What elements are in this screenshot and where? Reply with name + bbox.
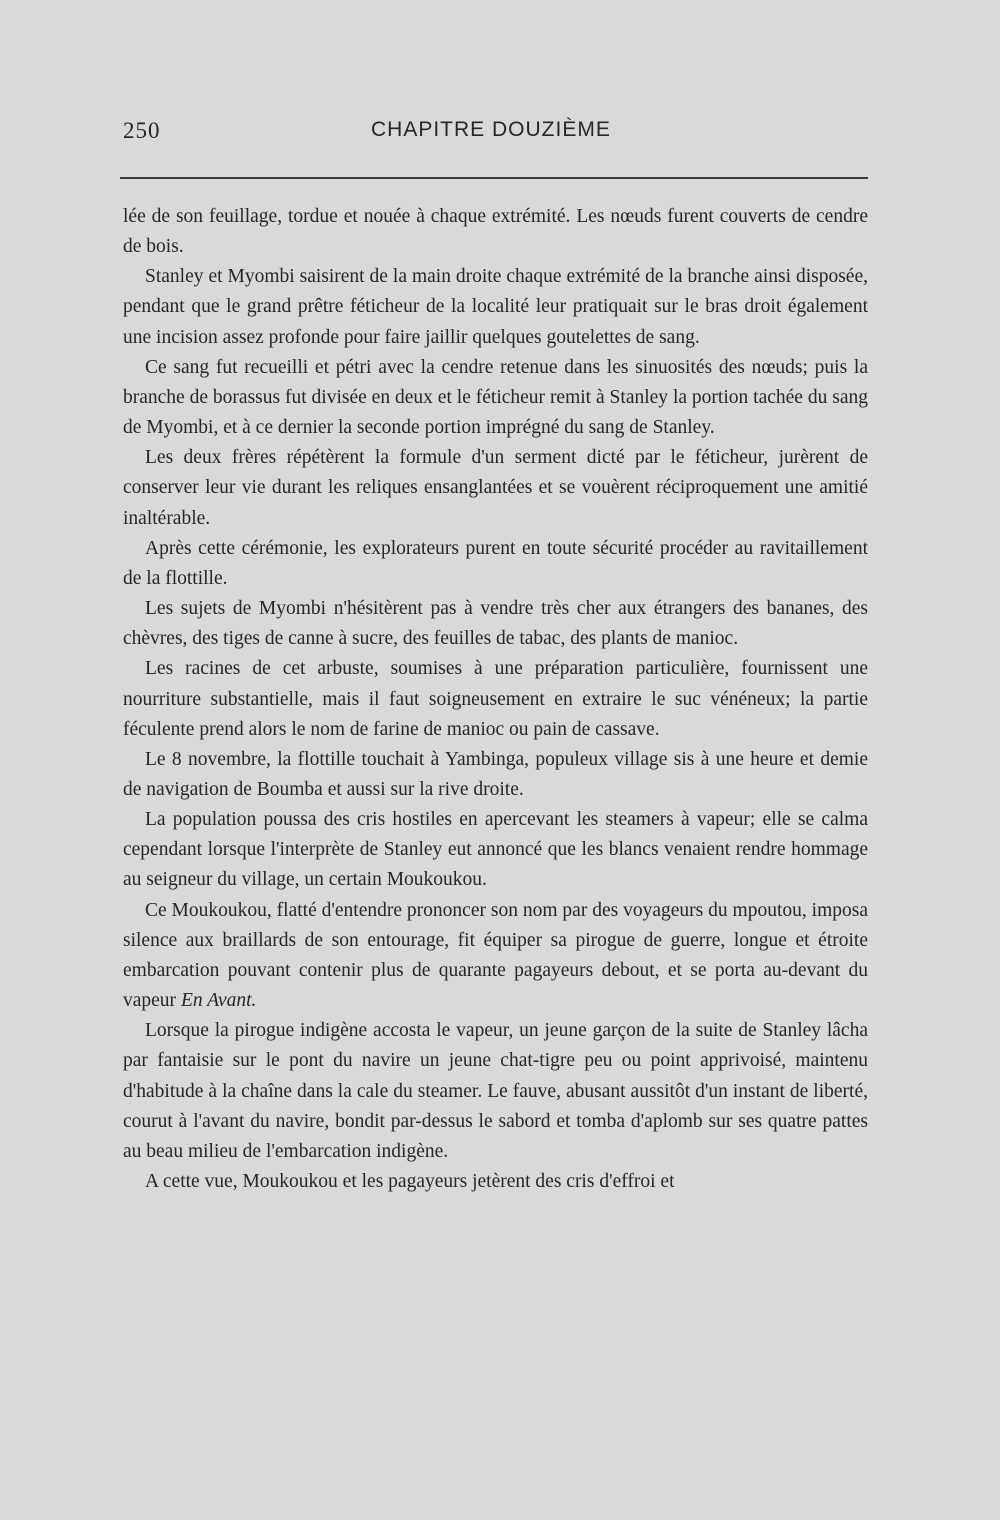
paragraph (123, 896, 868, 1017)
paragraph: Les deux frères répétèrent la formule d'un serment dicté par le féticheur, jurèrent de conserver leur vie durant les reliques ensanglantées et se vouèrent réciproquement une amitié inaltérable. (123, 447, 868, 529)
paragraph: Les racines de cet arbuste, soumises à une préparation particulière, fournissent une nourriture substantielle, mais il faut soigneusement en extraire le suc vénéneux; la partie féculente prend alors le nom de farine de manioc ou pain de cassave. (123, 658, 868, 740)
paragraph: Les sujets de Myombi n'hésitèrent pas à vendre très cher aux étrangers des bananes, des chèvres, des tiges de canne à sucre, des feuilles de tabac, des plants de manioc. (123, 598, 868, 650)
header-rule (120, 177, 868, 179)
paragraph: lée de son feuillage, tordue et nouée à chaque extrémité. Les nœuds furent couverts de cendre de bois. (123, 206, 868, 258)
ship-name: En Avant. (180, 990, 257, 1012)
body-text (123, 202, 868, 1197)
paragraph: Ce sang fut recueilli et pétri avec la cendre retenue dans les sinuosités des nœuds; puis la branche de borassus fut divisée en deux et le féticheur remit à Stanley la portion tachée du sang de Myombi, et à ce dernier la seconde portion imprégné du sang de Stanley. (123, 356, 868, 439)
paragraph-text: Ce Moukoukou, flatté d'entendre prononcer son nom par des voyageurs du mpoutou, imposa silence aux braillards de son entourage, fit équiper sa pirogue de guerre, longue et étroite embarcation pouvant contenir plus de quarante pagayeurs debout, et se porta au-devant du vapeur (123, 899, 868, 1012)
paragraph: Stanley et Myombi saisirent de la main droite chaque extrémité de la branche ainsi disposée, pendant que le grand prêtre féticheur de la localité leur pratiquait sur le bras droit également une incision assez profonde pour faire jaillir quelques goutelettes de sang. (123, 266, 868, 348)
page-number: 250 (123, 118, 161, 143)
paragraph: Après cette cérémonie, les explorateurs purent en toute sécurité procéder au ravitaillement de la flottille. (123, 537, 868, 589)
paragraph: A cette vue, Moukoukou et les pagayeurs jetèrent des cris d'effroi et (145, 1171, 675, 1192)
chapter-title: CHAPITRE DOUZIÈME (371, 118, 611, 141)
paragraph: Le 8 novembre, la flottille touchait à Yambinga, populeux village sis à une heure et demie de navigation de Boumba et aussi sur la rive droite. (123, 748, 868, 800)
running-head (123, 118, 868, 148)
paragraph: La population poussa des cris hostiles en apercevant les steamers à vapeur; elle se calma cependant lorsque l'interprète de Stanley eut annoncé que les blancs venaient rendre hommage au seigneur du village, un certain Moukoukou. (123, 809, 868, 891)
paragraph: Lorsque la pirogue indigène accosta le vapeur, un jeune garçon de la suite de Stanley lâcha par fantaisie sur le pont du navire un jeune chat-tigre peu ou point apprivoisé, maintenu d'habitude à la chaîne dans la cale du steamer. Le fauve, abusant aussitôt d'un instant de liberté, courut à l'avant du navire, bondit par-dessus le sabord et tomba d'aplomb sur ses quatre pattes au beau milieu de l'embarcation indigène. (123, 1020, 868, 1162)
